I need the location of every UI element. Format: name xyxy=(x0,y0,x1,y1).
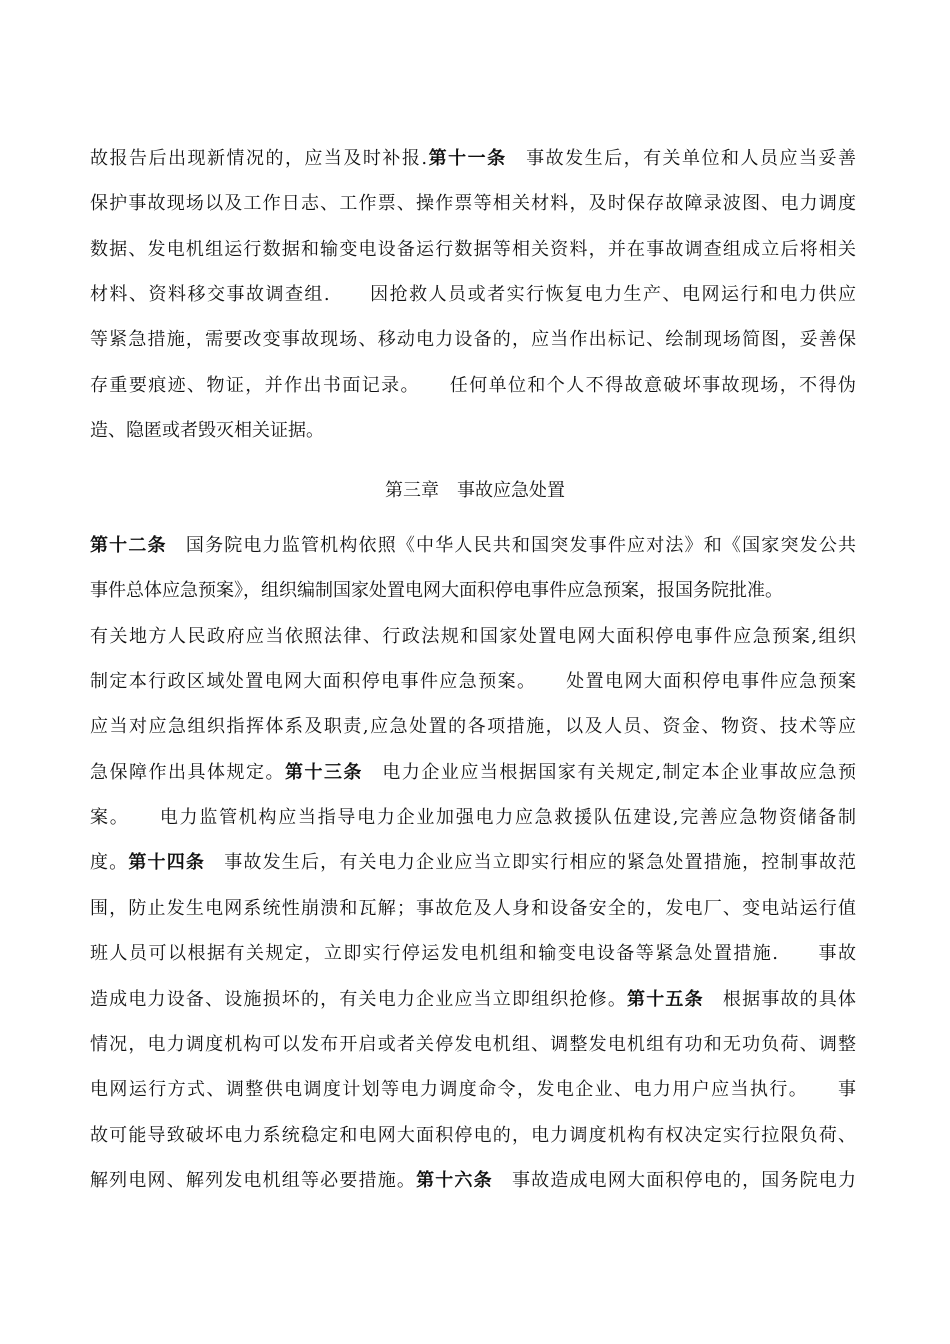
text-run: 班人员可以根据有关规定，立即实行停运发电机组和输变电设备等紧急处置措施. 事故 xyxy=(90,943,856,965)
text-run: 故可能导致破坏电力系统稳定和电网大面积停电的，电力调度机构有权决定实行拉限负荷、 xyxy=(90,1124,856,1146)
article-number: 第十五条 xyxy=(627,988,704,1010)
text-line xyxy=(90,534,856,558)
text-line xyxy=(90,715,856,739)
article-number: 第十四条 xyxy=(128,852,206,874)
article-number: 第十一条 xyxy=(427,148,507,169)
text-line xyxy=(90,1033,856,1057)
text-line xyxy=(90,1124,856,1148)
text-run: 度。 xyxy=(90,852,129,874)
text-run: 存重要痕迹、物证，并作出书面记录。 任何单位和个人不得故意破坏事故现场，不得伪 xyxy=(90,374,856,396)
chapter-heading: 第三章 事故应急处置 xyxy=(385,480,565,501)
text-run: 故报告后出现新情况的，应当及时补报. xyxy=(90,148,428,169)
text-line xyxy=(90,328,856,352)
text-run: 事故造成电网大面积停电的，国务院电力 xyxy=(492,1169,856,1191)
text-run: 材料、资料移交事故调查组. 因抢救人员或者实行恢复电力生产、电网运行和电力供应 xyxy=(90,283,856,305)
text-run: 解列电网、解列发电机组等必要措施。 xyxy=(90,1169,417,1191)
text-line xyxy=(90,942,856,966)
text-line xyxy=(90,374,856,398)
text-run: 电力企业应当根据国家有关规定,制定本企业事故应急预 xyxy=(362,761,856,783)
text-line xyxy=(90,238,856,262)
text-line xyxy=(90,761,856,785)
text-run: 造成电力设备、设施损坏的，有关电力企业应当立即组织抢修。 xyxy=(90,988,628,1010)
text-line xyxy=(90,283,856,307)
text-run: 急保障作出具体规定。 xyxy=(90,761,285,783)
text-line xyxy=(90,670,856,694)
text-run: 围，防止发生电网系统性崩溃和瓦解；事故危及人身和设备安全的，发电厂、变电站运行值 xyxy=(90,897,856,919)
text-line xyxy=(90,147,856,171)
text-line xyxy=(90,851,856,875)
article-number: 第十三条 xyxy=(284,761,363,783)
text-line xyxy=(90,192,856,216)
text-line xyxy=(90,579,856,603)
text-run: 电网运行方式、调整供电调度计划等电力调度命令，发电企业、电力用户应当执行。 事 xyxy=(90,1079,856,1101)
text-line xyxy=(90,806,856,830)
text-line xyxy=(90,419,856,443)
text-line xyxy=(90,1078,856,1102)
text-run: 保护事故现场以及工作日志、工作票、操作票等相关材料，及时保存故障录波图、电力调度 xyxy=(90,193,856,215)
text-run: 事故发生后，有关单位和人员应当妥善 xyxy=(506,148,856,169)
text-run: 国务院电力监管机构依照《中华人民共和国突发事件应对法》和《国家突发公共 xyxy=(166,535,856,556)
text-run: 造、隐匿或者毁灭相关证据。 xyxy=(90,419,324,441)
text-line xyxy=(90,897,856,921)
article-number: 第十二条 xyxy=(90,535,167,556)
text-run: 制定本行政区域处置电网大面积停电事件应急预案。 处置电网大面积停电事件应急预案 xyxy=(90,671,856,693)
text-run: 事件总体应急预案》，组织编制国家处置电网大面积停电事件应急预案，报国务院批准。 xyxy=(90,580,783,602)
text-run: 事故发生后，有关电力企业应当立即实行相应的紧急处置措施，控制事故范 xyxy=(205,852,856,874)
text-run: 案。 电力监管机构应当指导电力企业加强电力应急救援队伍建设,完善应急物资储备制 xyxy=(90,807,856,829)
article-number: 第十六条 xyxy=(416,1169,493,1191)
text-run: 等紧急措施，需要改变事故现场、移动电力设备的，应当作出标记、绘制现场简图，妥善保 xyxy=(90,329,856,351)
text-run: 情况，电力调度机构可以发布开启或者关停发电机组、调整发电机组有功和无功负荷、调整 xyxy=(90,1033,856,1055)
text-line xyxy=(90,988,856,1012)
text-line xyxy=(90,625,856,649)
text-run: 有关地方人民政府应当依照法律、行政法规和国家处置电网大面积停电事件应急预案,组织 xyxy=(90,625,856,647)
text-run: 应当对应急组织指挥体系及职责,应急处置的各项措施，以及人员、资金、物资、技术等应 xyxy=(90,716,856,738)
text-run: 数据、发电机组运行数据和输变电设备运行数据等相关资料，并在事故调查组成立后将相关 xyxy=(90,238,856,260)
text-run: 根据事故的具体 xyxy=(703,988,856,1010)
text-line xyxy=(90,1169,856,1193)
